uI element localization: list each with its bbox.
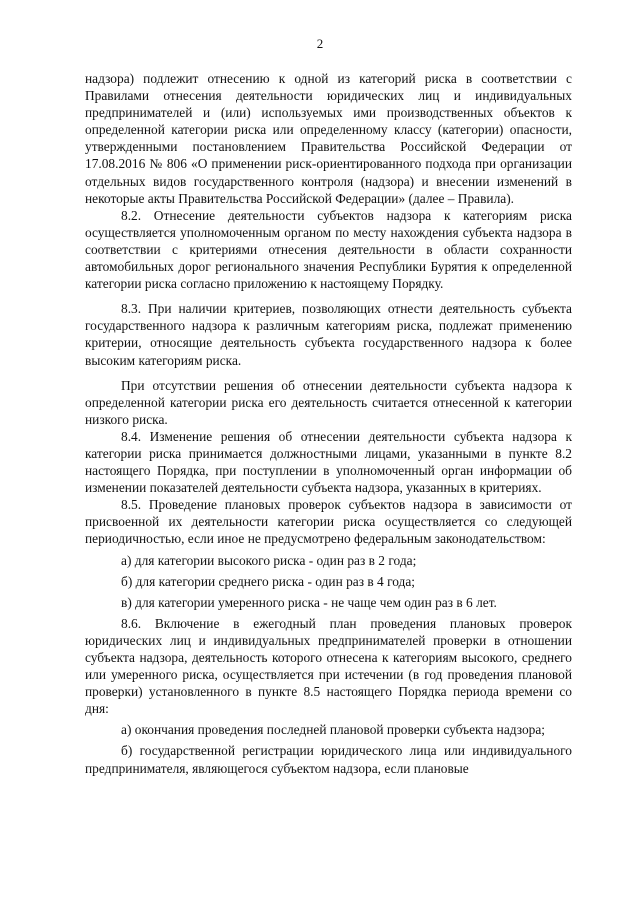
list-item-medium-risk: б) для категории среднего риска - один раз в 4 года; (121, 573, 416, 589)
list-item-high-risk: а) для категории высокого риска - один раз в 2 года; (121, 552, 417, 568)
paragraph-8-2: 8.2. Отнесение деятельности субъектов надзора к категориям риска осуществляется уполномоченным органом по месту нахождения субъекта надзора в соответствии с критериями отнесения деятельности в области сохранности автомобильных дорог регионального значения Республики Бурятия к определенной категории риска согласно приложению к настоящему Порядку. (85, 207, 572, 292)
list-item-last-inspection: а) окончания проведения последней плановой проверки субъекта надзора; (121, 722, 546, 738)
list-item-moderate-risk: в) для категории умеренного риска - не чаще чем один раз в 6 лет. (121, 594, 497, 610)
paragraph-8-5: 8.5. Проведение плановых проверок субъектов надзора в зависимости от присвоенной их деятельности категории риска осуществляется со следующей периодичностью, если иное не предусмотрено федеральным законодательством: (85, 497, 572, 547)
paragraph-continuation: надзора) подлежит отнесению к одной из категорий риска в соответствии с Правилами отнесения деятельности юридических лиц и индивидуальных предпринимателей и (или) используемых ими производственных объектов к определенной категории риска или определенному классу (категории) опасности, утвержденными постановлением Правительства Российской Федерации от 17.08.2016 № 806 «О применении риск-ориентированного подхода при организации отдельных видов государственного контроля (надзора) и внесении изменений в некоторые акты Правительства Российской Федерации» (далее – Правила). (85, 71, 572, 206)
paragraph-8-3: 8.3. При наличии критериев, позволяющих отнести деятельность субъекта государственного надзора к различным категориям риска, подлежат применению критерии, относящие деятельность субъекта государственного надзора к более высоким категориям риска. (85, 301, 572, 368)
document-body (85, 70, 572, 777)
paragraph-8-6: 8.6. Включение в ежегодный план проведения плановых проверок юридических лиц и индивидуальных предпринимателей проверки в отношении субъекта надзора, деятельность которого отнесена к категориям высокого, среднего или умеренного риска, осуществляется при истечении (в год проведения плановой проверки) установленного в пункте 8.5 настоящего Порядка периода времени со дня: (85, 615, 572, 717)
paragraph-8-4: 8.4. Изменение решения об отнесении деятельности субъекта надзора к категории риска принимается должностными лицами, указанными в пункте 8.2 настоящего Порядка, при поступлении в уполномоченный орган информации об изменении показателей деятельности субъекта надзора, указанных в критериях. (85, 428, 572, 496)
page-number: 2 (316, 36, 324, 51)
paragraph-low-risk: При отсутствии решения об отнесении деятельности субъекта надзора к определенной категории риска его деятельность считается отнесенной к категории низкого риска. (85, 377, 572, 427)
list-item-state-registration: б) государственной регистрации юридического лица или индивидуального предпринимателя, являющегося субъектом надзора, если плановые (85, 743, 572, 776)
